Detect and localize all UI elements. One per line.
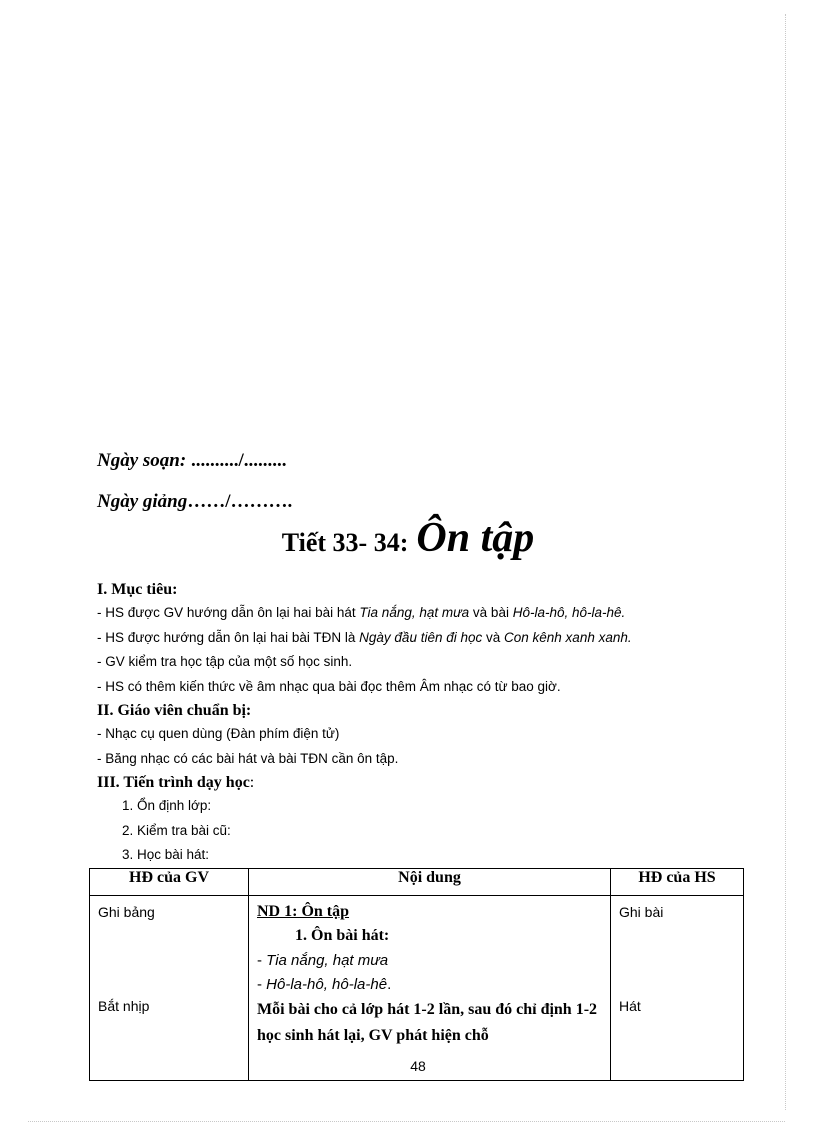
lesson-plan-table: [89, 868, 744, 1081]
process-step-3: 3. Học bài hát:: [122, 847, 210, 862]
process-heading-text: III. Tiến trình dạy học: [97, 774, 250, 791]
process-heading-colon: :: [249, 774, 255, 791]
objective-line-3: - GV kiểm tra học tập của một số học sinh.: [97, 654, 353, 669]
song-title-hola: Hô-la-hô, hô-la-hê.: [512, 605, 626, 620]
ngay-soan-line: [97, 450, 286, 472]
objective-2-text: - HS được hướng dẫn ôn lại hai bài TĐN là: [97, 629, 360, 645]
section-preparation-heading: II. Giáo viên chuẩn bị:: [97, 702, 252, 719]
lesson-name: Ôn tập: [416, 515, 535, 561]
objective-line-4: - HS có thêm kiến thức về âm nhạc qua bài đọc thêm Âm nhạc có từ bao giờ.: [97, 678, 561, 694]
process-step-2: 2. Kiểm tra bài cũ:: [122, 822, 231, 838]
teacher-activity-2: Bắt nhịp: [98, 998, 150, 1014]
objective-line-2: [97, 626, 747, 651]
ngay-giang-value: ……/……….: [187, 491, 293, 512]
student-activity-2: Hát: [619, 998, 641, 1014]
ngay-soan-label: Ngày soạn:: [97, 450, 187, 471]
song-1-title: Tia nắng, hạt mưa: [266, 952, 389, 969]
content-title: ND 1: Ôn tập: [257, 903, 350, 920]
ngay-giang-label: Ngày giảng: [97, 491, 188, 512]
song-title-tia-nang: Tia nắng, hạt mưa: [359, 605, 470, 620]
page-number: 48: [410, 1058, 426, 1074]
header-student-activity: HĐ của HS: [611, 869, 744, 896]
section-process-heading: [97, 771, 747, 794]
objective-2-conj: và: [482, 629, 505, 645]
lesson-body: [97, 578, 747, 868]
ngay-soan-value: ........../.........: [186, 450, 287, 471]
page-edge-right: [785, 14, 786, 1110]
content-song-1: [257, 949, 602, 973]
song-1-dash: -: [257, 952, 267, 969]
preparation-line-1: - Nhạc cụ quen dùng (Đàn phím điện tử): [97, 726, 340, 741]
lesson-title: [0, 514, 816, 562]
song-2-dash: -: [257, 976, 267, 993]
section-objectives-heading: I. Mục tiêu:: [97, 581, 178, 598]
song-2-end: .: [387, 976, 392, 993]
song-2-title: Hô-la-hô, hô-la-hê: [266, 976, 388, 993]
ngay-giang-line: [97, 491, 292, 513]
content-subtitle: 1. Ôn bài hát:: [295, 927, 390, 944]
lesson-number: Tiết 33- 34:: [281, 528, 409, 557]
table-row: [90, 896, 744, 1081]
teacher-activity-1: Ghi bảng: [98, 904, 155, 920]
header-teacher-activity: HĐ của GV: [90, 869, 249, 896]
header-content: Nội dung: [249, 869, 611, 896]
teacher-activity-cell: [90, 896, 249, 1081]
tdn-title-ngay-dau: Ngày đầu tiên đi học: [359, 629, 483, 645]
student-activity-cell: [611, 896, 744, 1081]
objective-1-text: - HS được GV hướng dẫn ôn lại hai bài hát: [97, 605, 360, 620]
page-edge-bottom: [28, 1121, 785, 1122]
content-song-2: [257, 973, 602, 997]
tdn-title-con-kenh: Con kênh xanh xanh.: [504, 629, 632, 645]
process-step-1: 1. Ổn định lớp:: [122, 798, 212, 813]
student-activity-1: Ghi bài: [619, 904, 664, 920]
table-header-row: [90, 869, 744, 896]
objective-line-1: [97, 601, 747, 626]
preparation-line-2: - Băng nhạc có các bài hát và bài TĐN cần ôn tập.: [97, 750, 399, 766]
content-cell: [249, 896, 611, 1081]
content-paragraph: Mỗi bài cho cả lớp hát 1-2 lần, sau đó chỉ định 1-2 học sinh hát lại, GV phát hiện chỗ: [257, 1001, 598, 1044]
objective-1-conj: và bài: [469, 605, 513, 620]
